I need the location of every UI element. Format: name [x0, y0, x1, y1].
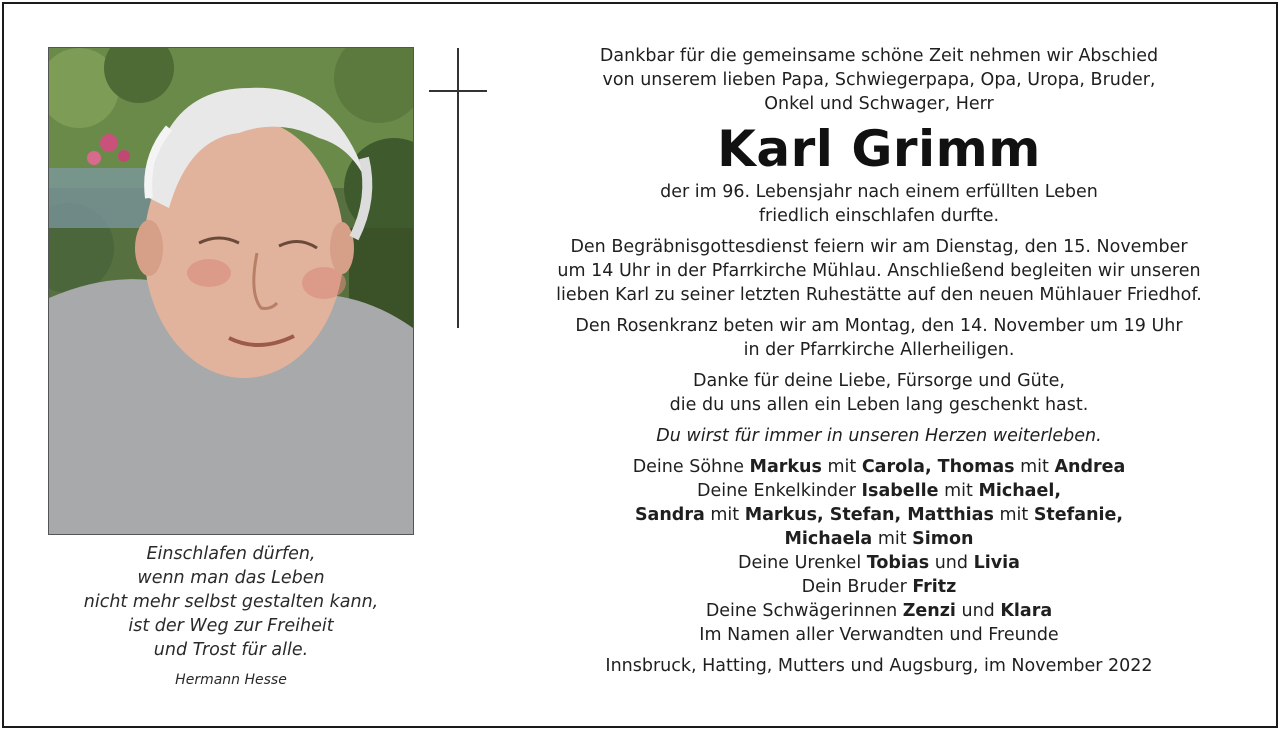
mourner-text: Deine Schwägerinnen	[705, 601, 903, 621]
mourner-name: Carola, Thomas	[861, 457, 1015, 477]
mourner-text: und	[955, 601, 1001, 621]
intro-line: Dankbar für die gemeinsame schöne Zeit nehmen wir Abschied	[599, 46, 1159, 66]
funeral-line: Den Begräbnisgottesdienst feiern wir am Dienstag, den 15. November	[570, 237, 1188, 257]
mourner-text: Deine Enkelkinder	[696, 481, 862, 501]
mourners-line-sisters-in-law	[494, 599, 1264, 623]
mourner-text: mit	[821, 457, 862, 477]
quote-line: nicht mehr selbst gestalten kann,	[83, 592, 379, 612]
funeral-line: lieben Karl zu seiner letzten Ruhestätte auf den neuen Mühlauer Friedhof.	[556, 285, 1202, 305]
mourner-name: Markus, Stefan, Matthias	[744, 505, 994, 525]
place-date: Innsbruck, Hatting, Mutters und Augsburg, im November 2022	[605, 656, 1153, 676]
mourners-line-great-grandchildren	[494, 551, 1264, 575]
mourners-line-grandchildren-3	[494, 527, 1264, 551]
quote-author: Hermann Hesse	[175, 672, 287, 688]
rosary-line: Den Rosenkranz beten wir am Montag, den 14. November um 19 Uhr	[575, 316, 1183, 336]
quote-line: ist der Weg zur Freiheit	[128, 616, 334, 636]
age-line: der im 96. Lebensjahr nach einem erfüllten Leben	[660, 182, 1098, 202]
mourner-name: Markus	[749, 457, 822, 477]
rosary-line: in der Pfarrkirche Allerheiligen.	[743, 340, 1015, 360]
memorial-line: Du wirst für immer in unseren Herzen weiterleben.	[656, 426, 1102, 446]
mourners-line-relatives: Im Namen aller Verwandten und Freunde	[699, 625, 1059, 645]
intro-line: von unserem lieben Papa, Schwiegerpapa, Opa, Uropa, Bruder,	[602, 70, 1156, 90]
mourner-text: mit	[1014, 457, 1055, 477]
mourner-text: Deine Söhne	[632, 457, 750, 477]
mourner-name: Tobias	[866, 553, 930, 573]
mourner-name: Zenzi	[902, 601, 956, 621]
portrait-illustration	[49, 48, 413, 534]
deceased-name: Karl Grimm	[717, 120, 1041, 178]
mourner-name: Michael,	[978, 481, 1062, 501]
mourner-name: Michaela	[784, 529, 873, 549]
portrait-photo	[48, 47, 414, 535]
quote-line: und Trost für alle.	[153, 640, 309, 660]
mourner-name: Fritz	[912, 577, 957, 597]
mourner-text: mit	[872, 529, 913, 549]
mourners-line-sons	[494, 455, 1264, 479]
mourner-text: Dein Bruder	[801, 577, 913, 597]
mourner-text: mit	[993, 505, 1034, 525]
mourners-line-grandchildren	[494, 479, 1264, 503]
mourner-text: mit	[938, 481, 979, 501]
thanks-line: die du uns allen ein Leben lang geschenkt hast.	[669, 395, 1089, 415]
age-line: friedlich einschlafen durfte.	[758, 206, 1000, 226]
intro-line: Onkel und Schwager, Herr	[764, 94, 994, 114]
mourner-name: Klara	[1000, 601, 1053, 621]
mourner-name: Stefanie,	[1033, 505, 1124, 525]
quote-line: wenn man das Leben	[137, 568, 325, 588]
mourner-text: Deine Urenkel	[738, 553, 867, 573]
mourners-line-grandchildren-2	[494, 503, 1264, 527]
mourner-name: Livia	[973, 553, 1020, 573]
obituary-card	[2, 2, 1278, 728]
funeral-line: um 14 Uhr in der Pfarrkirche Mühlau. Anschließend begleiten wir unseren	[557, 261, 1201, 281]
thanks-line: Danke für deine Liebe, Fürsorge und Güte,	[693, 371, 1065, 391]
mourner-text: mit	[704, 505, 745, 525]
quote-line: Einschlafen dürfen,	[146, 544, 316, 564]
notice-text	[494, 44, 1264, 678]
mourner-name: Simon	[912, 529, 974, 549]
mourner-name: Sandra	[634, 505, 705, 525]
mourners-line-brother	[494, 575, 1264, 599]
mourner-text: und	[929, 553, 974, 573]
mourner-name: Isabelle	[861, 481, 939, 501]
hesse-quote	[44, 542, 418, 689]
cross-icon-bar	[429, 90, 487, 92]
mourner-name: Andrea	[1054, 457, 1126, 477]
